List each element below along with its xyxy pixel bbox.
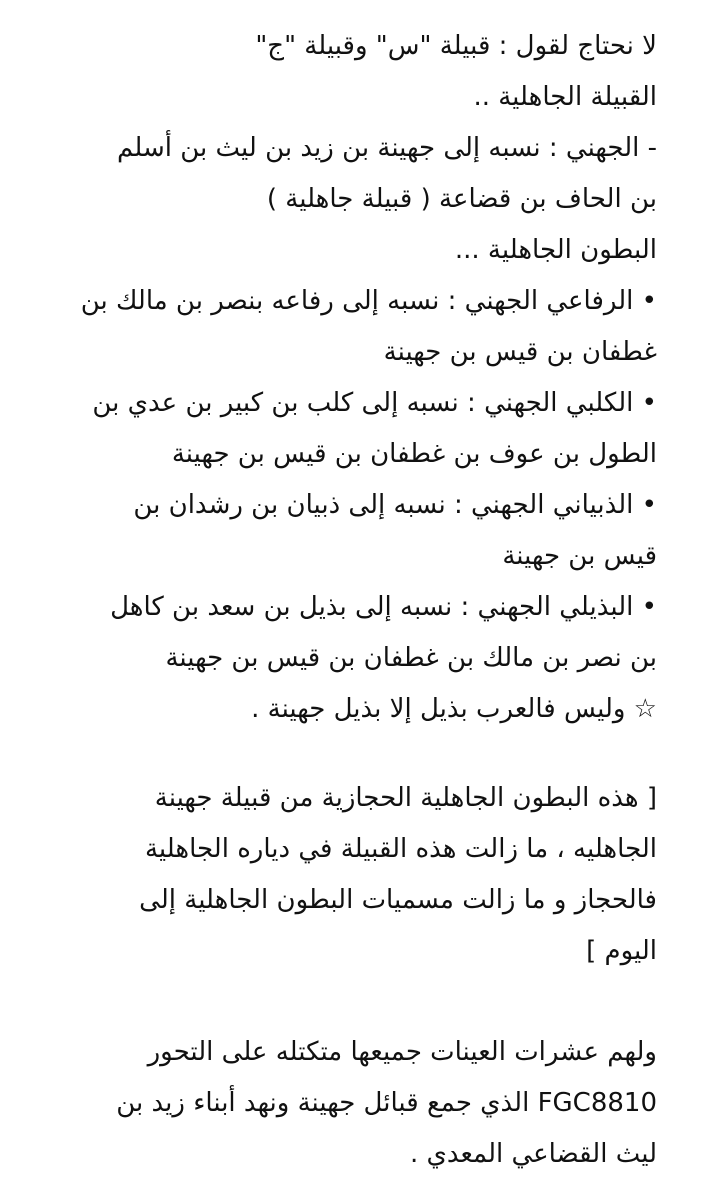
text-line: ليث القضاعي المعدي . bbox=[409, 1139, 657, 1169]
text-line: اليوم ] bbox=[586, 936, 657, 966]
text-line: الجاهليه ، ما زالت هذه القبيلة في دياره الجاهلية bbox=[144, 834, 657, 864]
text-line: [ هذه البطون الجاهلية الحجازية من قبيلة جهينة bbox=[154, 783, 657, 813]
text-line: الطول بن عوف بن غطفان بن قيس بن جهينة bbox=[171, 439, 657, 469]
text-line: ☆ وليس فالعرب بذيل إلا بذيل جهينة . bbox=[251, 694, 657, 724]
paragraph-samples-note bbox=[44, 1027, 657, 1180]
text-line: ولهم عشرات العينات جميعها متكتله على التحور bbox=[147, 1037, 657, 1067]
text-line: • الذبياني الجهني : نسبه إلى ذبيان بن رشدان بن bbox=[133, 490, 657, 520]
text-line: • البذيلي الجهني : نسبه إلى بذيل بن سعد بن كاهل bbox=[110, 592, 657, 622]
text-line: • الرفاعي الجهني : نسبه إلى رفاعه بنصر بن مالك بن bbox=[80, 286, 657, 316]
text-line: البطون الجاهلية ... bbox=[454, 235, 657, 265]
text-line: لا نحتاج لقول : قبيلة "س" وقبيلة "ج" bbox=[255, 31, 657, 61]
text-line: بن نصر بن مالك بن غطفان بن قيس بن جهينة bbox=[165, 643, 657, 673]
text-line: غطفان بن قيس بن جهينة bbox=[383, 337, 657, 367]
text-line: فالحجاز و ما زالت مسميات البطون الجاهلية إلى bbox=[139, 885, 657, 915]
paragraph-bracketed-note bbox=[44, 773, 657, 977]
text-line: - الجهني : نسبه إلى جهينة بن زيد بن ليث بن أسلم bbox=[117, 133, 657, 163]
text-line: بن الحاف بن قضاعة ( قبيلة جاهلية ) bbox=[266, 184, 657, 214]
text-line: FGC8810 الذي جمع قبائل جهينة ونهد أبناء زيد بن bbox=[116, 1088, 657, 1118]
text-line: القبيلة الجاهلية .. bbox=[473, 82, 657, 112]
paragraph-lineage-list bbox=[44, 21, 657, 735]
text-line: • الكلبي الجهني : نسبه إلى كلب بن كبير بن عدي بن bbox=[92, 388, 657, 418]
text-line: قيس بن جهينة bbox=[502, 541, 657, 571]
